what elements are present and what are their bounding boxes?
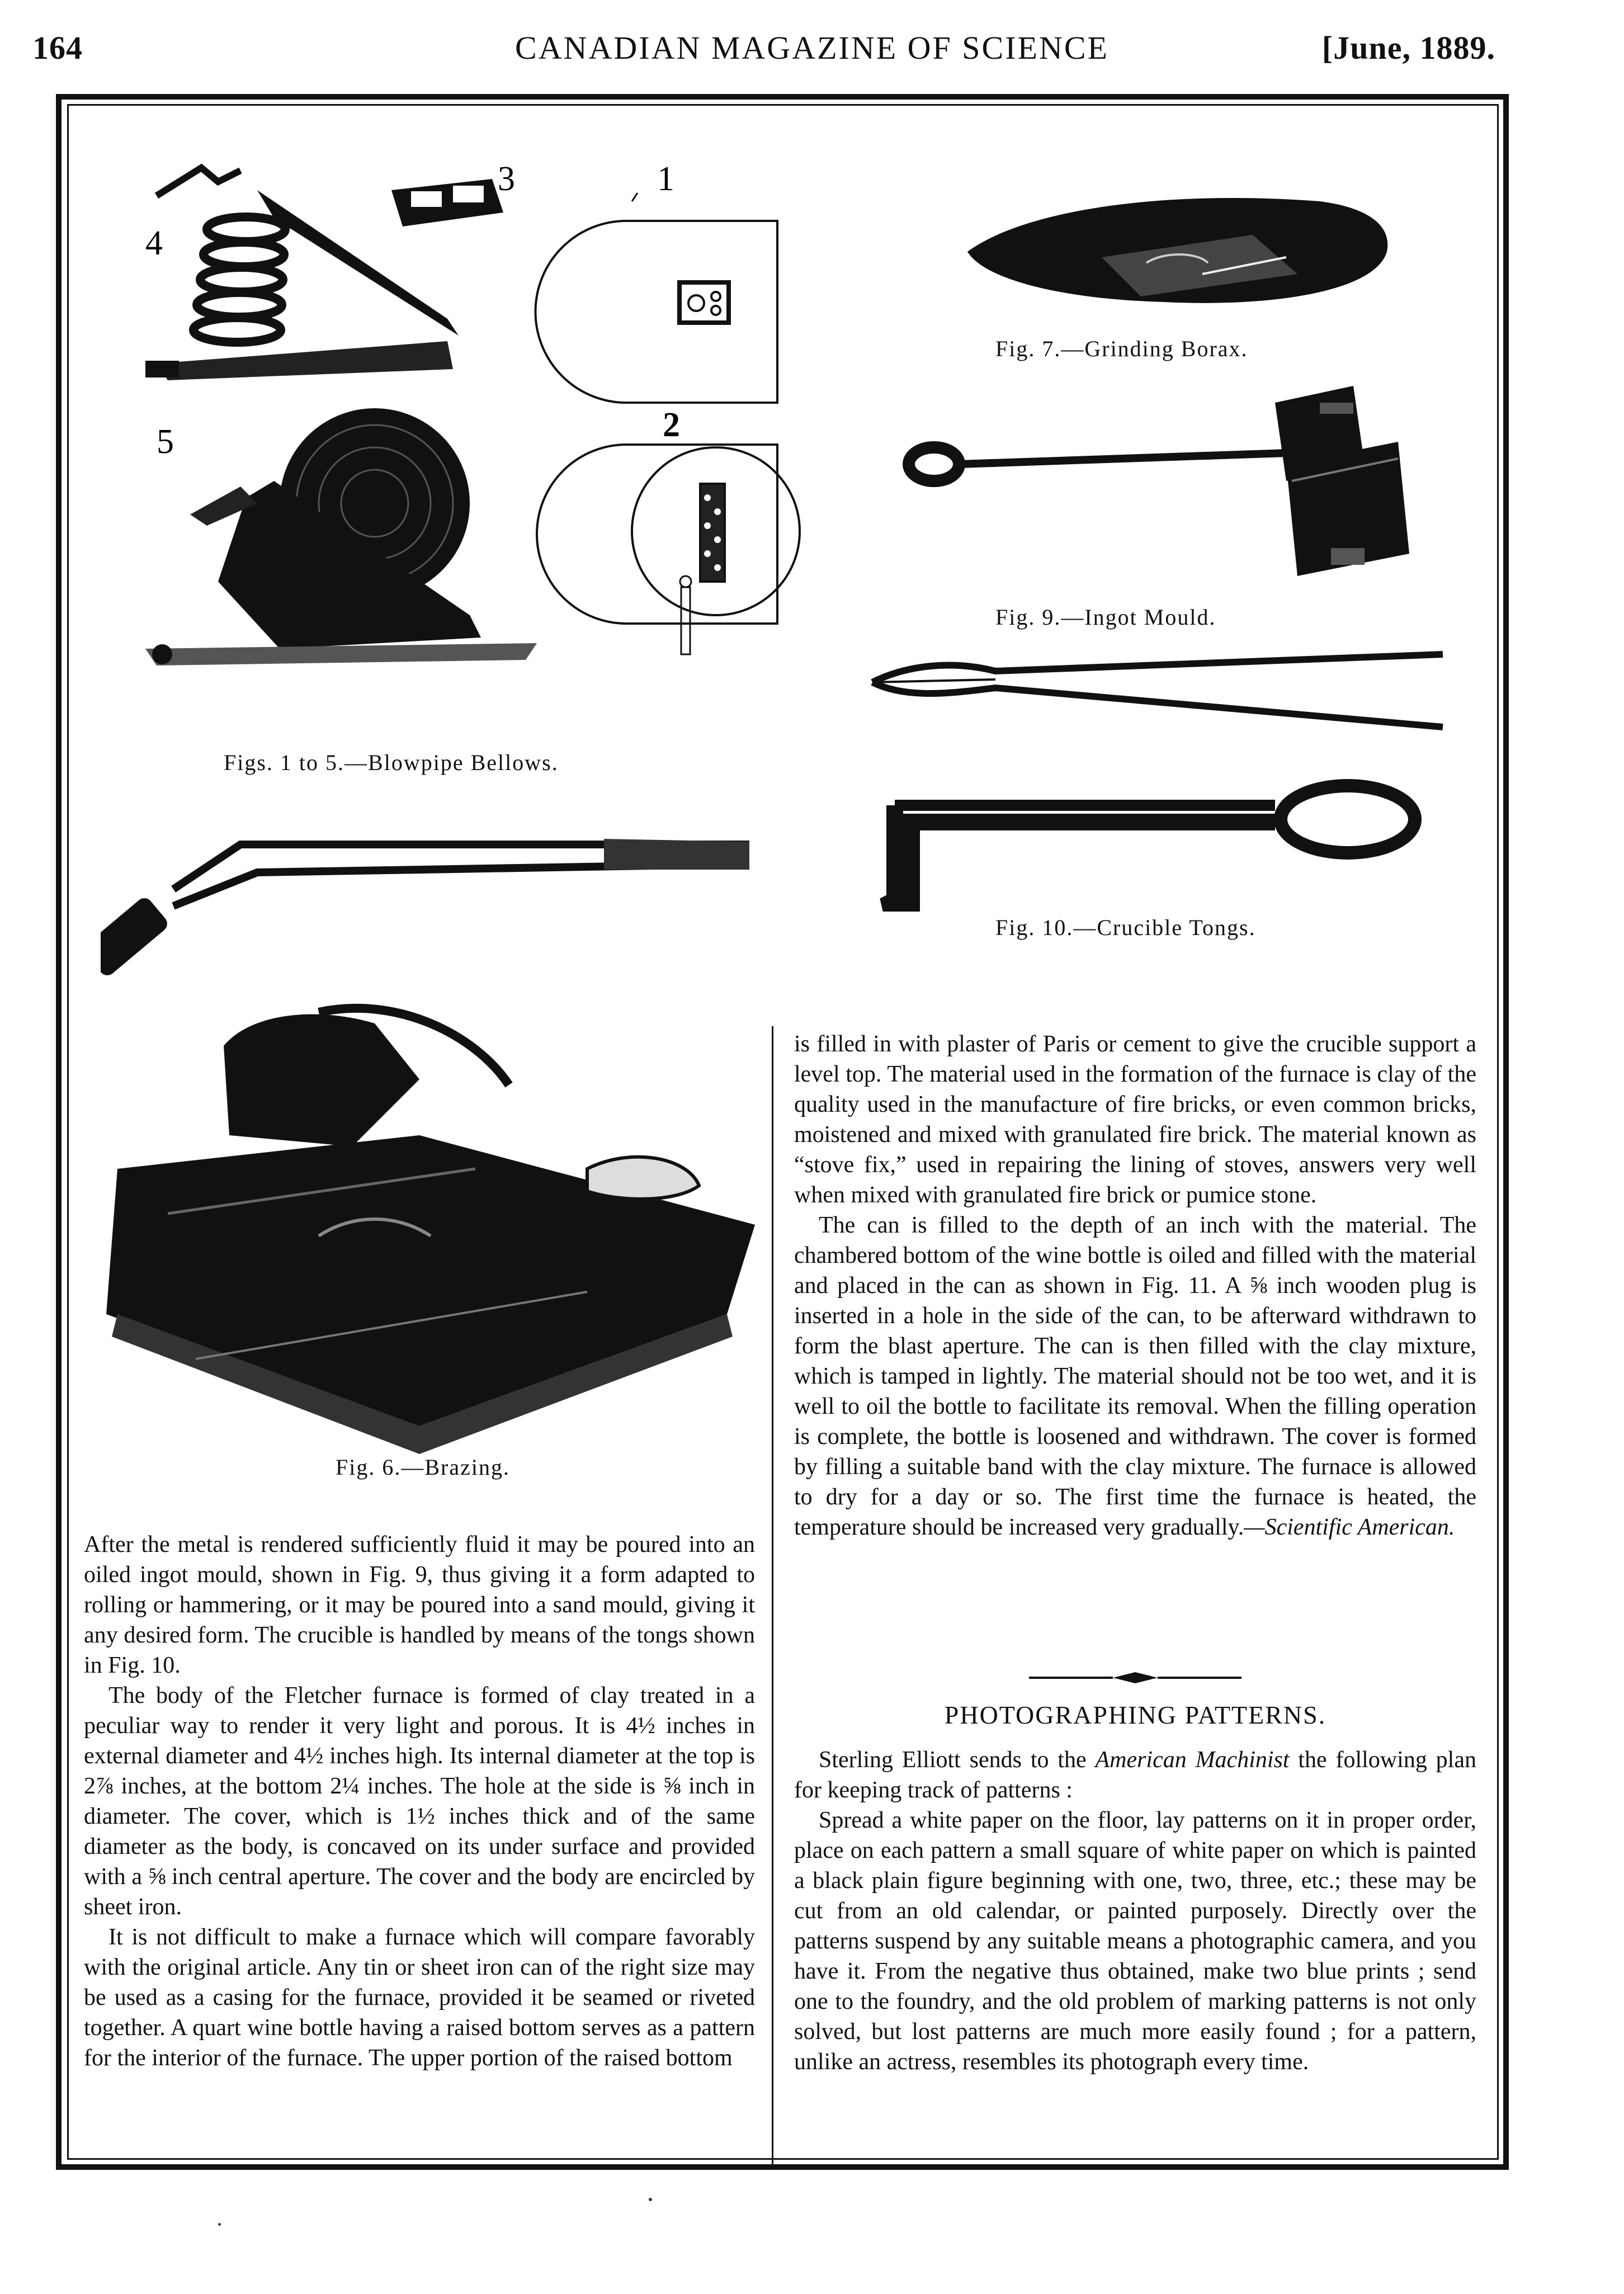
bellows-fig-5 [145, 408, 537, 665]
fig-9-caption: Fig. 9.—Ingot Mould. [995, 605, 1216, 630]
bellows-number-3: 3 [498, 160, 515, 198]
speck [218, 2223, 221, 2226]
tongs-illustration [861, 643, 1465, 733]
left-paragraph-2: The body of the Fletcher furnace is formed of clay treated in a peculiar way to render it very light and porous. It is 4½ inches in external diameter and 4½ inches high. Its internal diameter at the top is 2⅞ inches, at the bottom 2¼ inches. The hole at the side is ⅝ inch in diameter. The cover, which is 1½ inches thick and of the same diameter as the body, is concaved on its under surface and provided with a ⅝ inch central aperture. The cover and the body are encircled by sheet iron. [84, 1683, 755, 1920]
figs-1-5-caption: Figs. 1 to 5.—Blowpipe Bellows. [224, 750, 559, 775]
bellows-fig-1 [536, 193, 778, 403]
right-paragraph-2 [794, 1210, 1476, 1542]
source-credit: —Scientific American. [1244, 1514, 1455, 1540]
bellows-figures [134, 157, 805, 693]
photo-body-paragraph: Spread a white paper on the floor, lay patterns on it in proper order, place on each pattern a small square of white paper on which is painted a black plain figure beginning with one, two, three, etc.; these may be cut from an old calendar, or painted purposely. Directly over the patterns suspend by any suitable means a photographic camera, and you have it. From the negative thus obtained, make two blue prints ; send one to the foundry, and the old problem of marking patterns is not only solved, but lost patterns are much more easily found ; for a pattern, unlike an actress, resembles its photograph every time. [794, 1807, 1476, 2075]
photographing-patterns-text [794, 1745, 1476, 2077]
photo-intro-publication: American Machinist [1095, 1747, 1290, 1773]
fig-10-caption: Fig. 10.—Crucible Tongs. [995, 915, 1256, 940]
bellows-number-5: 5 [157, 423, 174, 461]
section-separator [1029, 1671, 1241, 1684]
grinding-borax-illustration [962, 190, 1398, 319]
speck [649, 2198, 652, 2201]
page-number: 164 [32, 30, 83, 66]
right-column-text [794, 1029, 1476, 1542]
right-paragraph-2-text: The can is filled to the depth of an inch with the material. The chambered bottom of the wine bottle is oiled and filled with the material and placed in the can as shown in Fig. 11. A ⅝ inch wooden plug is inserted in a hole in the side of the can, to be afterward withdrawn to form the blast aperture. The can is then filled with the clay mixture, which is tamped in lightly. The material should not be too wet, and it is well to oil the bottle to facilitate its removal. When the filling operation is complete, the bottle is loosened and withdrawn. The cover is formed by filling a suitable band with the clay mixture. The furnace is allowed to dry for a day or so. The first time the furnace is heated, the temperature should be increased very gradually. [794, 1212, 1476, 1540]
bellows-number-1: 1 [657, 160, 674, 198]
running-title: CANADIAN MAGAZINE OF SCIENCE [515, 30, 1109, 66]
fig-7-caption: Fig. 7.—Grinding Borax. [995, 336, 1248, 361]
crucible-tongs-illustration [872, 772, 1432, 912]
photo-intro-text-end: the following plan for keeping track of patterns : [794, 1747, 1476, 1803]
photo-intro-paragraph [794, 1745, 1476, 1805]
issue-date: [June, 1889. [1321, 30, 1495, 66]
photo-intro-text: Sterling Elliott sends to the [819, 1747, 1096, 1773]
bellows-fig-3 [391, 179, 503, 226]
column-rule [772, 1026, 773, 2167]
bellows-fig-2 [537, 445, 800, 654]
left-paragraph-3: It is not difficult to make a furnace which will compare favorably with the original article. Any tin or sheet iron can of the right size may be used as a casing for the furnace, provided it be seamed or riveted together. A quart wine bottle having a raised bottom serves as a pattern for the interior of the furnace. The upper portion of the raised bottom [84, 1924, 755, 2071]
left-column-text [84, 1530, 755, 2073]
brazing-tongs-illustration [101, 811, 772, 990]
bellows-number-4: 4 [145, 224, 163, 262]
left-paragraph-1: After the metal is rendered sufficiently fluid it may be poured into an oiled ingot mould, shown in Fig. 9, thus giving it a form adapted to rolling or hammering, or it may be poured into a sand mould, giving it any desired form. The crucible is handled by means of the tongs shown in Fig. 10. [84, 1532, 755, 1678]
bellows-number-2: 2 [663, 406, 680, 444]
section-heading: PHOTOGRAPHING PATTERNS. [944, 1701, 1326, 1729]
ingot-mould-illustration [895, 380, 1443, 604]
right-paragraph-1: is filled in with plaster of Paris or cement to give the crucible support a level top. The material used in the formation of the furnace is clay of the quality used in the manufacture of fire bricks, or even common bricks, moistened and mixed with granulated fire brick. The material known as “stove fix,” used in repairing the lining of stoves, answers very well when mixed with granulated fire brick or pumice stone. [794, 1031, 1476, 1208]
fig-6-caption: Fig. 6.—Brazing. [336, 1455, 510, 1480]
brazing-illustration [84, 1001, 766, 1460]
